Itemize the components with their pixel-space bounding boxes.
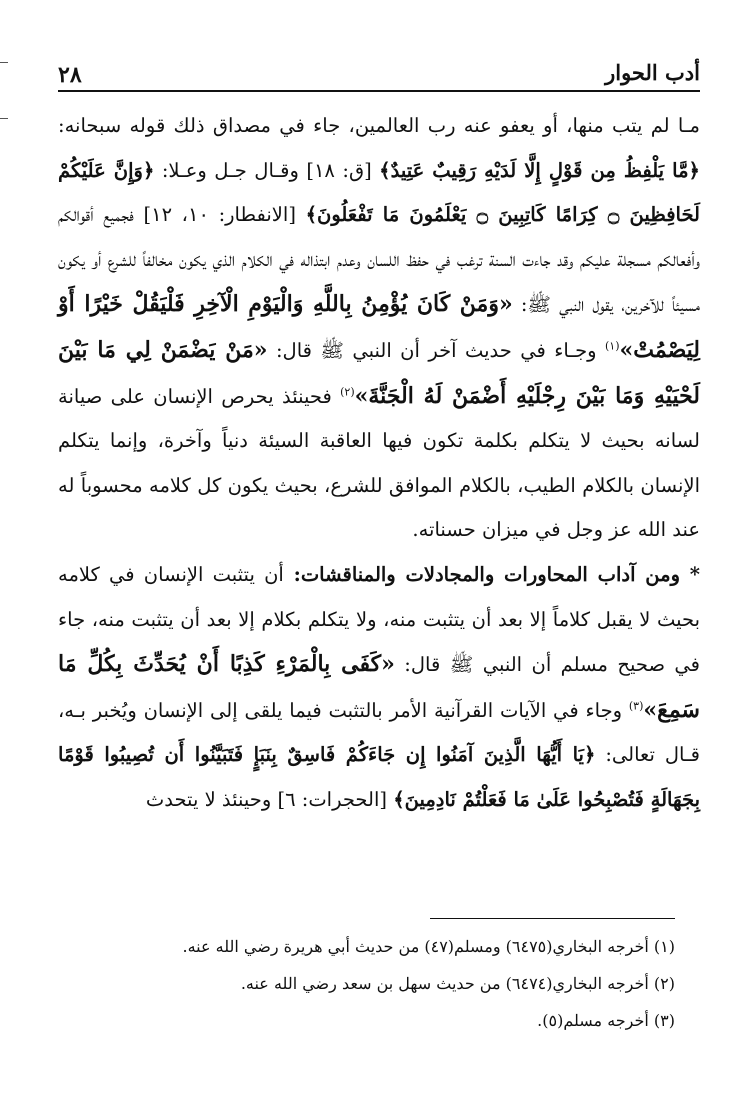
footnote: (٢) أخرجه البخاري(٦٤٧٤) من حديث سهل بن سعد رضي الله عنه. xyxy=(240,974,675,993)
footnote-ref: (٢) xyxy=(340,385,355,399)
quran-verse: ﴿مَّا يَلْفِظُ مِن قَوْلٍ إِلَّا لَدَيْهِ رَقِيبٌ عَتِيدٌ﴾ xyxy=(379,158,700,182)
text-run: [الانفطار: ١٠، ١٢] فجميع أقوالكم وأفعالكم مسجلة عليكم وقد جاءت السنة ترغب في حفظ اللسان وعدم ابتذاله في الكلام الذي يكون مخالفاً للشرع أو يكون مسيئاً للآخرين، يقول النبي ﷺ: xyxy=(58,203,700,317)
section-lead: * ومن آداب المحاورات والمجادلات والمناقشات: xyxy=(283,562,700,586)
margin-mark xyxy=(0,62,8,63)
text-run: وجاء في الآيات القرآنية الأمر بالتثبت فيما يلقى إلى الإنسان ويُخبر بـه، قـال تعالى: xyxy=(58,698,700,767)
quran-verse: ﴿يَا أَيُّهَا الَّذِينَ آمَنُوا إِن جَاءَكُمْ فَاسِقٌ بِنَبَإٍ فَتَبَيَّنُوا أَن تُصِيبُوا قَوْمًا بِجَهَالَةٍ فَتُصْبِحُوا عَلَىٰ مَا فَعَلْتُمْ نَادِمِينَ﴾ xyxy=(58,743,700,811)
text-run: [ق: ١٨] وقـال جـل وعـلا: xyxy=(154,158,380,182)
footnote: (٣) أخرجه مسلم(٥). xyxy=(537,1011,675,1030)
header-rule xyxy=(58,90,700,92)
hadith-quote: «وَمَنْ كَانَ يُؤْمِنُ بِاللَّهِ وَالْيَوْمِ الْآخِرِ فَلْيَقُلْ خَيْرًا أَوْ لِيَصْمُتْ» xyxy=(58,291,700,363)
text-run: فحينئذ يحرص الإنسان على صيانة لسانه بحيث لا يتكلم بكلمة تكون فيها العاقبة السيئة دنياً وآخرة، وإنما يتكلم الإنسان بالكلام الطيب، بالكلام الموافق للشرع، بحيث يكون كل كلامه محسوباً له عند الله عز وجل في ميزان حسناته. xyxy=(58,384,700,542)
footnote-ref: (١) xyxy=(604,339,620,353)
main-text xyxy=(58,104,700,823)
text-run: مـا لم يتب منها، أو يعفو عنه رب العالمين، جاء في مصداق ذلك قوله سبحانه: xyxy=(58,114,700,137)
hadith-quote: «كَفَى بِالْمَرْءِ كَذِبًا أَنْ يُحَدِّثَ بِكُلِّ مَا سَمِعَ» xyxy=(58,651,700,723)
page-number: ٢٨ xyxy=(58,62,82,88)
text-run: وجـاء في حديث آخر أن النبي ﷺ قال: xyxy=(267,338,605,362)
footnote-separator xyxy=(430,918,675,919)
page-header xyxy=(58,52,700,92)
text-run: أن يتثبت الإنسان في كلامه بحيث لا يقبل كلاماً إلا بعد أن يتثبت منه، ولا يتكلم بكلام إلا بعد أن يتثبت منه، جاء في صحيح مسلم أن النبي ﷺ قال: xyxy=(58,562,701,677)
paragraph xyxy=(58,104,700,553)
quran-verse: ﴿وَإِنَّ عَلَيْكُمْ لَحَافِظِينَ ۝ كِرَامًا كَاتِبِينَ ۝ يَعْلَمُونَ مَا تَفْعَلُونَ﴾ xyxy=(58,158,700,227)
running-title: أدب الحوار xyxy=(605,60,700,85)
footnote-ref: (٣) xyxy=(628,699,644,713)
hadith-quote: «مَنْ يَضْمَنْ لِي مَا بَيْنَ لَحْيَيْهِ وَمَا بَيْنَ رِجْلَيْهِ أَضْمَنْ لَهُ الْجَنَّةَ» xyxy=(58,336,700,409)
footnote: (١) أخرجه البخاري(٦٤٧٥) ومسلم(٤٧) من حديث أبي هريرة رضي الله عنه. xyxy=(182,937,675,956)
footnotes xyxy=(100,928,675,1039)
text-run: [الحجرات: ٦] وحينئذ لا يتحدث xyxy=(145,787,394,811)
margin-mark xyxy=(0,118,8,119)
paragraph xyxy=(58,553,700,823)
